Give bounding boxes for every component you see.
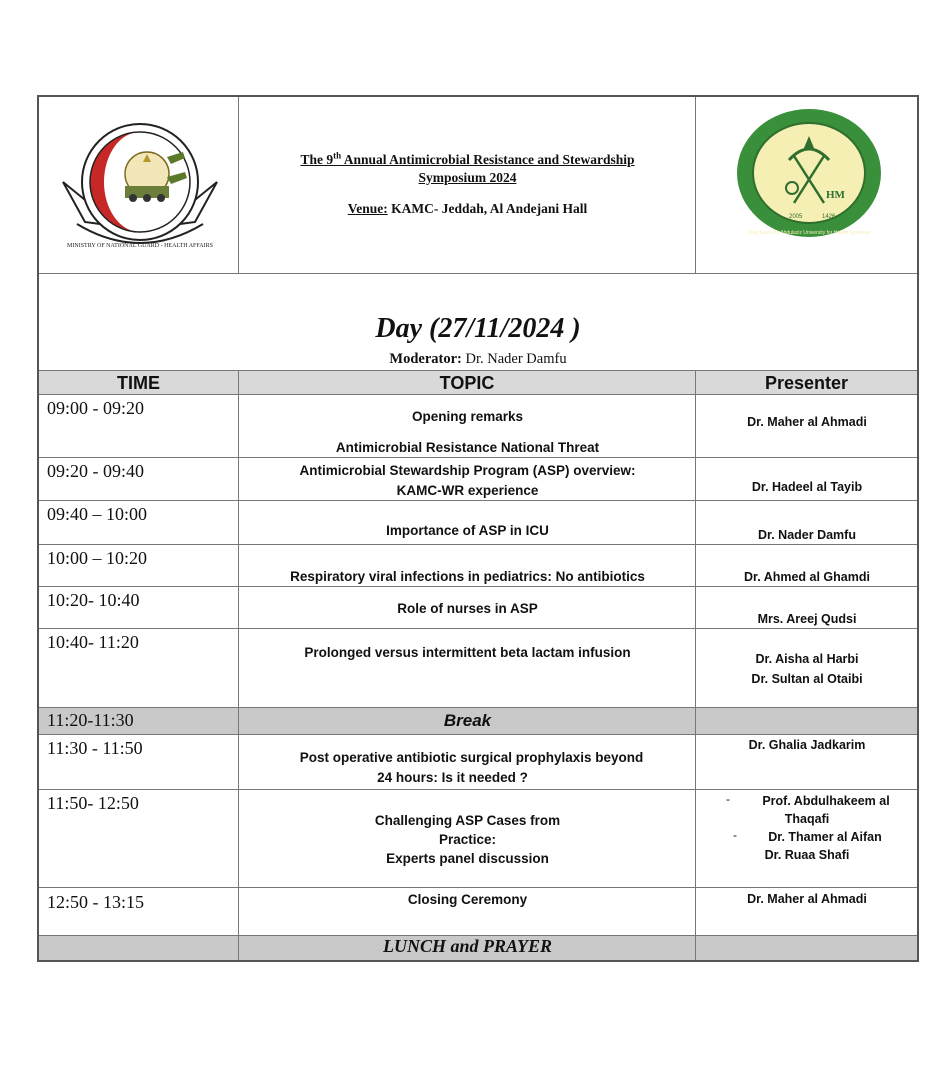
row-topic: Antimicrobial Resistance National Threat: [335, 440, 600, 455]
row-presenter: Prof. Abdulhakeem al: [762, 794, 890, 808]
ksau-hs-logo: [734, 108, 884, 238]
row-topic: Antimicrobial Stewardship Program (ASP) overview:: [299, 463, 636, 478]
row-topic: Prolonged versus intermittent beta lactam infusion: [304, 645, 631, 660]
divider: [695, 97, 696, 273]
svg-text:1426: 1426: [822, 214, 836, 220]
row-time: 10:00 – 10:20: [47, 548, 148, 568]
row-time: 11:50- 12:50: [47, 793, 139, 813]
row-topic: KAMC-WR experience: [396, 483, 539, 498]
row-presenter: Dr. Aisha al Harbi: [755, 652, 859, 666]
row-topic: Closing Ceremony: [407, 892, 528, 907]
row-presenter: Dr. Ghalia Jadkarim: [748, 738, 866, 752]
divider: [238, 97, 239, 273]
row-presenter: Thaqafi: [784, 812, 830, 826]
row-topic: Experts panel discussion: [386, 851, 549, 866]
row-time: 09:20 - 09:40: [47, 461, 144, 481]
row-topic: Opening remarks: [411, 409, 524, 424]
row-presenter: Dr. Ahmed al Ghamdi: [744, 570, 870, 584]
row-time: 12:50 - 13:15: [47, 892, 144, 912]
column-header-presenter: Presenter: [696, 371, 917, 394]
row-topic: Role of nurses in ASP: [397, 601, 538, 616]
moderator: Moderator: Dr. Nader Damfu: [389, 351, 567, 367]
svg-text:2005: 2005: [789, 214, 803, 220]
row-time: 11:30 - 11:50: [47, 738, 143, 758]
row-time: 09:40 – 10:00: [47, 504, 148, 524]
bullet-dash: -: [733, 828, 737, 842]
column-header-time: TIME: [39, 371, 238, 394]
row-time: 10:40- 11:20: [47, 632, 139, 652]
row-topic: Post operative antibiotic surgical prophylaxis beyond: [299, 750, 644, 765]
row-topic: Importance of ASP in ICU: [386, 523, 549, 538]
row-topic: Challenging ASP Cases from: [374, 813, 561, 828]
event-title: The 9th Annual Antimicrobial Resistance and Stewardship Symposium 2024: [300, 150, 635, 185]
row-presenter: Dr. Thamer al Aifan: [768, 830, 882, 844]
venue: Venue: KAMC- Jeddah, Al Andejani Hall: [347, 201, 588, 216]
day-title: Day (27/11/2024 ): [375, 313, 581, 344]
row-time: 09:00 - 09:20: [47, 398, 144, 418]
row-topic: 24 hours: Is it needed ?: [377, 770, 528, 785]
row-presenter: Dr. Sultan al Otaibi: [751, 672, 863, 686]
row-presenter: Mrs. Areej Qudsi: [757, 612, 857, 626]
row-presenter: Dr. Nader Damfu: [758, 528, 856, 542]
row-time: 11:20-11:30: [47, 710, 134, 730]
row-presenter: Dr. Maher al Ahmadi: [747, 415, 867, 429]
divider: [39, 273, 917, 274]
row-presenter: Dr. Ruaa Shafi: [764, 848, 850, 862]
lunch-label: LUNCH and PRAYER: [382, 936, 553, 956]
logo-text: MINISTRY OF NATIONAL GUARD - HEALTH AFFAIRS: [67, 243, 213, 249]
row-presenter: Dr. Hadeel al Tayib: [751, 480, 863, 494]
logo-text: King Saud bin Abdulaziz University for Health Sciences: [747, 230, 871, 236]
row-topic: Practice:: [438, 832, 497, 847]
column-header-topic: TOPIC: [239, 371, 695, 394]
row-presenter: Dr. Maher al Ahmadi: [747, 892, 867, 906]
ministry-national-guard-logo: [55, 112, 225, 257]
bullet-dash: -: [726, 792, 730, 806]
row-time: 10:20- 10:40: [47, 590, 140, 610]
break-label: Break: [443, 711, 492, 730]
svg-text:HM: HM: [826, 189, 845, 201]
row-topic: Respiratory viral infections in pediatrics: No antibiotics: [290, 569, 645, 584]
